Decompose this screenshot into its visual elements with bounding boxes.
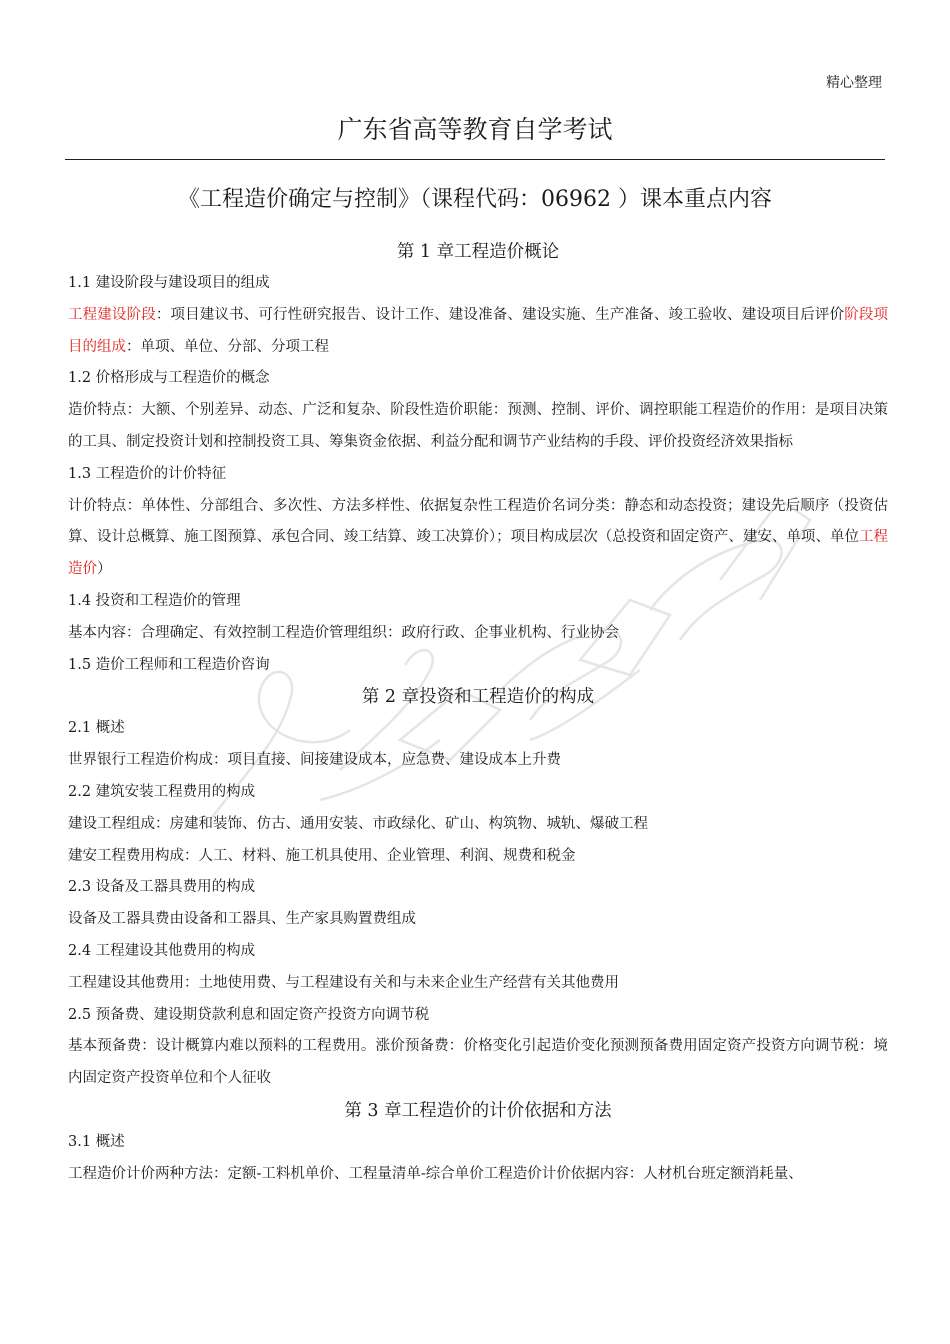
chapter-heading: 第 1 章工程造价概论 [396, 242, 560, 262]
section-heading: 1.4 投资和工程造价的管理 [68, 592, 241, 609]
section-heading: 2.5 预备费、建设期贷款利息和固定资产投资方向调节税 [68, 1006, 430, 1023]
text-run: 造价特点：大额、个别差异、动态、广泛和复杂、阶段性造价职能：预测、控制、评价、调控职能工程造价的作用：是项目决策的工具、制定投资计划和控制投资工具、筹集资金依据、利益分配和调节产业结构的手段、评价投资经济效果指标 [68, 402, 888, 450]
text-run: ：单项、单位、分部、分项工程 [126, 338, 329, 355]
section-heading: 3.1 概述 [68, 1133, 125, 1150]
document-title: 广东省高等教育自学考试 [337, 115, 613, 144]
paragraph [68, 618, 888, 650]
section-heading: 2.4 工程建设其他费用的构成 [68, 942, 256, 959]
course-title: 《工程造价确定与控制》（课程代码：06962 ）课本重点内容 [178, 187, 772, 212]
section-heading: 1.1 建设阶段与建设项目的组成 [68, 275, 270, 291]
paragraph [68, 395, 888, 459]
text-run: 基本内容：合理确定、有效控制工程造价管理组织：政府行政、企事业机构、行业协会 [68, 624, 619, 641]
highlighted-term: 阶段项目的组成 [68, 306, 889, 355]
chapter-heading: 第 2 章投资和工程造价的构成 [361, 687, 595, 708]
text-run: 工程造价计价两种方法：定额-工料机单价、工程量清单-综合单价工程造价计价依据内容：人材机台班定额消耗量、 [68, 1165, 803, 1182]
paragraph [68, 841, 888, 873]
section-heading: 2.1 概述 [68, 720, 125, 737]
text-run: 世界银行工程造价构成：项目直接、间接建设成本，应急费、建设成本上升费 [68, 752, 561, 769]
section-heading: 1.2 价格形成与工程造价的概念 [68, 370, 270, 387]
highlighted-term: 工程建设阶段 [68, 306, 156, 323]
chapter-heading: 第 3 章工程造价的计价依据和方法 [344, 1100, 612, 1121]
text-run: 工程建设其他费用：土地使用费、与工程建设有关和与未来企业生产经营有关其他费用 [68, 974, 619, 991]
text-run: 设备及工器具费由设备和工器具、生产家具购置费组成 [68, 911, 416, 928]
highlighted-term: 工程造价 [68, 529, 888, 578]
section-heading: 2.3 设备及工器具费用的构成 [68, 879, 256, 896]
paragraph [68, 1159, 888, 1191]
paragraph [68, 968, 888, 1000]
section-heading: 2.2 建筑安装工程费用的构成 [68, 783, 256, 800]
text-run: 计价特点：单体性、分部组合、多次性、方法多样性、依据复杂性工程造价名词分类：静态和动态投资；建设先后顺序（投资估算、设计总概算、施工图预算、承包合同、竣工结算、竣工决算价）；项目构成层次（总投资和固定资产、建安、单项、单位 [68, 497, 888, 546]
text-run: 建设工程组成：房建和装饰、仿古、通用安装、市政绿化、矿山、构筑物、城轨、爆破工程 [68, 815, 648, 832]
title-divider [65, 159, 885, 160]
paragraph [68, 491, 888, 586]
paragraph [68, 1031, 888, 1095]
header-note: 精心整理 [826, 75, 882, 91]
section-heading: 1.3 工程造价的计价特征 [68, 465, 227, 482]
text-run: ） [97, 561, 112, 578]
paragraph [68, 904, 888, 936]
section-heading: 1.5 造价工程师和工程造价咨询 [68, 656, 270, 673]
paragraph [68, 809, 888, 841]
text-run: 基本预备费：设计概算内难以预料的工程费用。涨价预备费：价格变化引起造价变化预测预备费用固定资产投资方向调节税：境内固定资产投资单位和个人征收 [68, 1038, 888, 1087]
text-run: ：项目建议书、可行性研究报告、设计工作、建设准备、建设实施、生产准备、竣工验收、建设项目后评价 [155, 306, 845, 323]
document-body [68, 236, 888, 1191]
paragraph [68, 745, 888, 777]
text-run: 建安工程费用构成：人工、材料、施工机具使用、企业管理、利润、规费和税金 [68, 847, 576, 864]
paragraph [68, 300, 888, 364]
